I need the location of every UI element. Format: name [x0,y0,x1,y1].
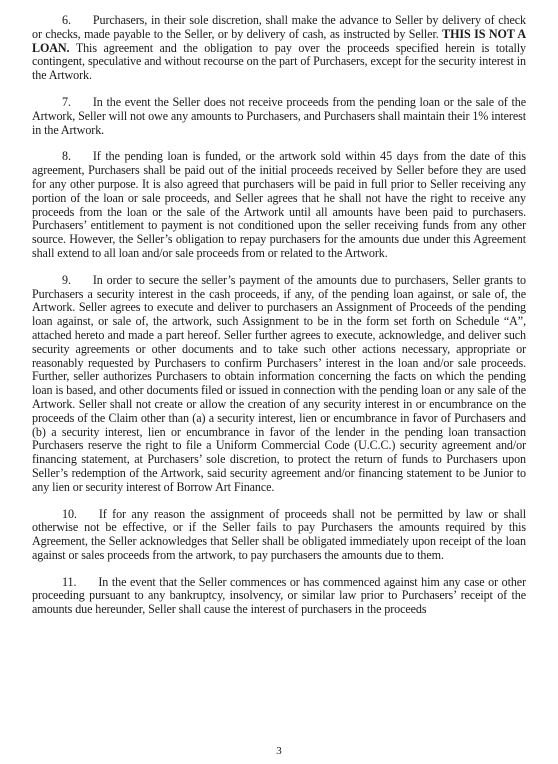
paragraph-11 [32,576,526,617]
paragraph-number: 8. [62,149,71,164]
paragraph-number: 7. [62,94,71,109]
paragraph-text: In order to secure the seller’s payment of the amounts due to purchasers, Seller grants to Purchasers a security interest in the cash proceeds, if any, of the pending loan against, or sale of, the Artwork. Seller agrees to execute and deliver to purchasers an Assignment of Proceeds of the pending loan against, or sale of, the artwork, such Assignment to be in the form set forth on Schedule “A”, attached hereto and made a part hereof. Seller further agrees to execute, acknowledge, and deliver such security agreements or other documents and to take such other actions necessary, appropriate or reasonably requested by Purchasers to confirm Purchasers’ interest in the loan and/or sale proceeds. Further, seller authorizes Purchasers to obtain information concerning the facts on which the pending loan is based, and other documents filed or issued in connection with the pending loan or any sale of the Artwork. Seller shall not create or allow the creation of any security interest in or encumbrance on the proceeds of the Claim other than (a) a security interest, lien or encumbrance in favor of Purchasers and (b) a security interest, lien or encumbrance in favor of the lender in the pending loan transaction Purchasers reserve the right to file a Uniform Commercial Code (U.C.C.) security agreement and/or financing statement, at Purchasers’ sole discretion, to protect the return of funds to Purchasers upon Seller’s redemption of the Artwork, said security agreement and/or financing statement to be Junior to any lien or security interest of Borrow Art Finance. [32,272,526,494]
paragraph-number: 9. [62,272,71,287]
paragraph-number: 10. [62,506,77,521]
paragraph-text: This agreement and the obligation to pay over the proceeds specified herein is totally contingent, speculative and without recourse on the part of Purchasers, except for the security interest in the Artwork. [32,40,526,83]
emphasis-text: THIS IS NOT A LOAN. [32,26,526,55]
page-number: 3 [276,745,282,757]
paragraph-text: In the event that the Seller commences or has commenced against him any case or other proceeding pursuant to any bankruptcy, insolvency, or similar law prior to Purchasers’ receipt of the amounts due hereunder, Seller shall cause the interest of purchasers in the proceeds [32,574,526,617]
paragraph-text: Purchasers, in their sole discretion, shall make the advance to Seller by delivery of check or checks, made payable to the Seller, or by delivery of cash, as instructed by Seller. [32,13,526,41]
paragraph-text: If for any reason the assignment of proceeds shall not be permitted by law or shall otherwise not be effective, or if the Seller fails to pay Purchasers the amounts required by this Agreement, the Seller acknowledges that Seller shall be obligated immediately upon receipt of the loan against or sales proceeds from the artwork, to pay purchasers the amounts due to them. [32,506,526,562]
paragraph-text: If the pending loan is funded, or the artwork sold within 45 days from the date of this agreement, Purchasers shall be paid out of the initial proceeds received by Seller before they are used for any other purpose. It is also agreed that purchasers will be paid in full prior to Seller receiving any portion of the loan or sale proceeds, and Seller agrees that he shall not have the right to receive any proceeds from the loan or the sale of the Artwork until all amounts have been paid to purchasers. Purchasers’ entitlement to payment is not conditioned upon the seller receiving funds from any other source. However, the Seller’s obligation to repay purchasers for the amounts due under this Agreement shall extend to all loan and/or sale proceeds from or related to the Artwork. [32,149,526,260]
paragraph-number: 11. [62,574,77,589]
paragraph-text: In the event the Seller does not receive proceeds from the pending loan or the sale of the Artwork, Seller will not owe any amounts to Purchasers, and Purchasers shall maintain their 1% interest in the Artwork. [32,94,526,137]
paragraph-9 [32,274,526,495]
paragraph-6 [32,14,526,83]
paragraph-7 [32,96,526,137]
paragraph-8 [32,150,526,260]
paragraph-10 [32,508,526,563]
paragraph-number: 6. [62,13,71,27]
